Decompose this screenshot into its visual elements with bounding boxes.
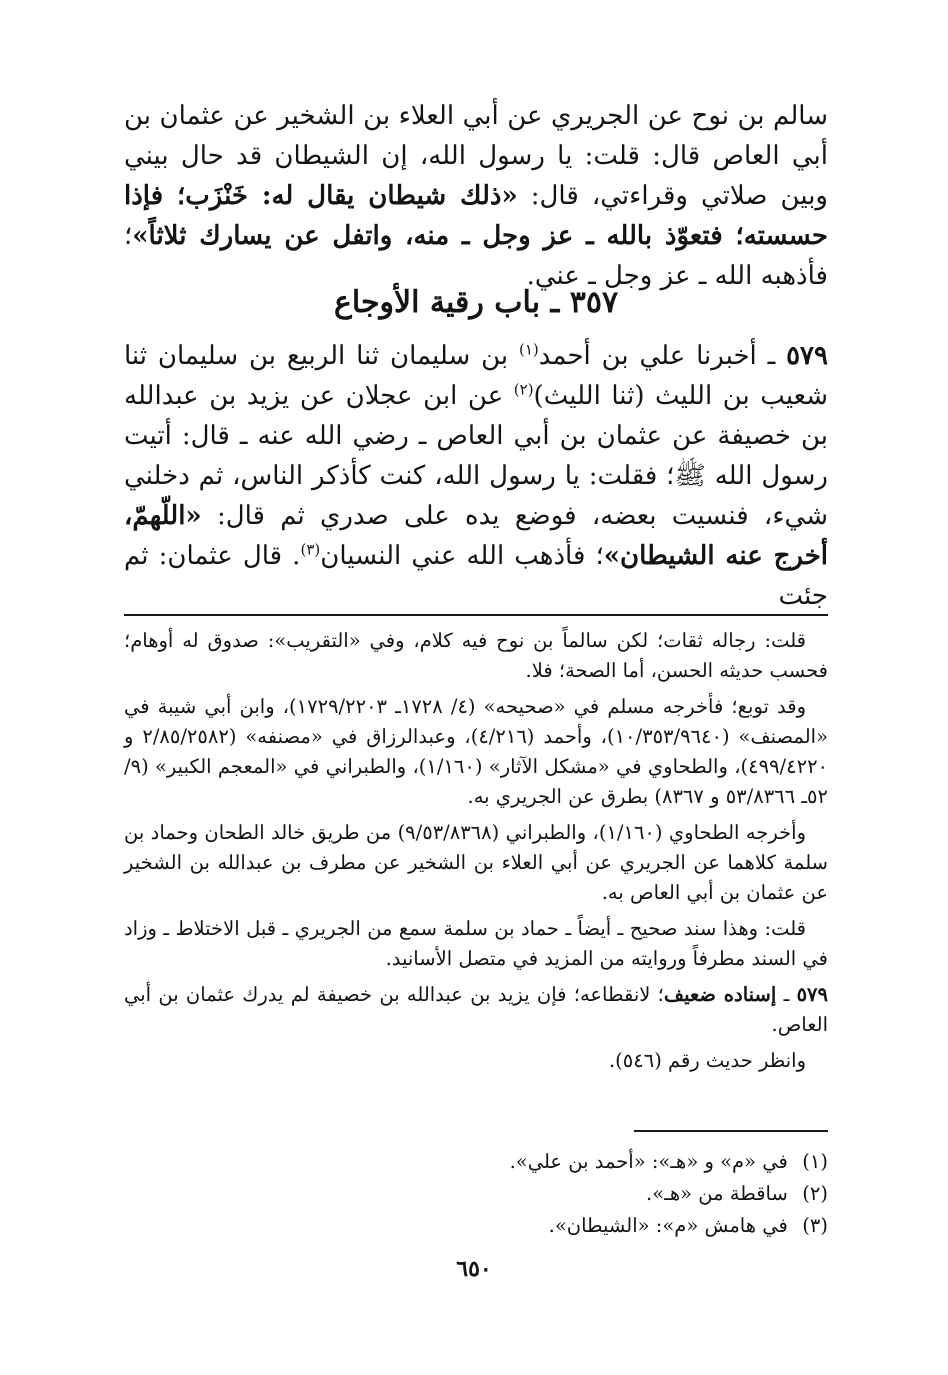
text-segment: عن ابن عجلان عن يزيد بن عبدالله بن خصيفة عن عثمان بن أبي العاص ـ رضي الله عنه ـ قال: أتيت رسول الله ﷺ؛ فقلت: يا رسول الله، كنت كأذكر الناس، ثم دخلني شيء، فنسيت بعضه، فوضع يده على صدري ثم قال: xyxy=(124,381,828,531)
main-paragraph xyxy=(124,96,828,296)
footnote-ref-1: (١) xyxy=(519,340,539,359)
footnote-text: في «م» و «هـ»: «أحمد بن علي». xyxy=(509,1150,788,1173)
note-paragraph: قلت: رجاله ثقات؛ لكن سالماً بن نوح فيه كلام، وفي «التقريب»: صدوق له أوهام؛ فحسب حديثه الحسن، أما الصحة؛ فلا. xyxy=(124,629,828,682)
footnote-item xyxy=(124,1178,828,1210)
hadith-number: ٥٧٩ xyxy=(786,341,828,371)
text-segment: بن سليمان ثنا الربيع بن سليمان ثنا شعيب بن الليث (ثنا الليث) xyxy=(124,341,828,411)
text-segment: ؛ فأذهبه الله ـ عز وجل ـ عني. xyxy=(124,221,828,291)
text-segment: ؛ فأذهب الله عني النسيان xyxy=(320,541,604,571)
text-segment: ؛ لانقطاعه؛ فإن يزيد بن عبدالله بن خصيفة لم يدرك عثمان بن أبي العاص. xyxy=(124,983,828,1036)
hadith-quote: «ذلك شيطان يقال له: خَنْزَب؛ فإذا حسسته؛ فتعوّذ بالله ـ عز وجل ـ منه، واتفل عن يسارك ثلاثاً» xyxy=(124,181,828,251)
text-segment: ـ أخبرنا علي بن أحمد xyxy=(538,341,787,371)
footnotes xyxy=(124,1146,828,1242)
footnote-number: (٢) xyxy=(802,1182,828,1205)
footnote-ref-2: (٢) xyxy=(513,380,534,399)
text-segment: ـ xyxy=(776,983,797,1006)
text-segment: . قال عثمان: ثم جئت xyxy=(124,541,828,611)
footnote-text: ساقطة من «هـ». xyxy=(646,1182,788,1205)
hadith-quote: «اللّهمّ، أخرج عنه الشيطان» xyxy=(124,501,829,571)
main-paragraph xyxy=(124,336,828,616)
note-paragraph: قلت: وهذا سند صحيح ـ أيضاً ـ حماد بن سلمة سمع من الجريري ـ قبل الاختلاط ـ وزاد في السند مطرفاً وروايته من المزيد في متصل الأسانيد. xyxy=(124,917,828,970)
grading-label: إسناده ضعيف xyxy=(663,983,777,1006)
page-number: ٦٥٠ xyxy=(456,1256,492,1282)
note-paragraph xyxy=(124,980,828,1040)
footnote-text: في هامش «م»: «الشيطان». xyxy=(548,1214,788,1237)
footnote-divider xyxy=(634,1130,828,1132)
footnote-item xyxy=(124,1210,828,1242)
note-paragraph: وقد توبع؛ فأخرجه مسلم في «صحيحه» (٤/ ١٧٢٨ـ ١٧٢٩/٢٢٠٣)، وابن أبي شيبة في «المصنف» (١٠/٣٥٣/٩٦٤٠)، وأحمد (٤/٢١٦)، وعبدالرزاق في «مصنفه» (٢/٨٥/٢٥٨٢ و ٤٩٩/٤٢٢٠)، والطحاوي في «مشكل الآثار» (١/١٦٠)، والطبراني في «المعجم الكبير» (٩/ ٥٢ـ ٥٣/٨٣٦٦ و ٨٣٦٧) بطرق عن الجريري به. xyxy=(124,695,829,808)
text-segment: سالم بن نوح عن الجريري عن أبي العلاء بن الشخير عن عثمان بن أبي العاص قال: قلت: يا رسول الله، إن الشيطان قد حال بيني وبين صلاتي وقراءتي، قال: xyxy=(124,101,828,211)
note-paragraph: وانظر حديث رقم (٥٤٦). xyxy=(608,1049,806,1072)
footnote-number: (١) xyxy=(802,1150,828,1173)
hadith-579 xyxy=(124,336,828,616)
note-hadith-number: ٥٧٩ xyxy=(796,983,828,1006)
main-text-continuation xyxy=(124,96,828,296)
footnote-item xyxy=(124,1146,828,1178)
commentary-notes xyxy=(124,626,828,1082)
divider-line xyxy=(124,614,828,616)
note-paragraph: وأخرجه الطحاوي (١/١٦٠)، والطبراني (٩/٥٣/٨٣٦٨) من طريق خالد الطحان وحماد بن سلمة كلاهما عن الجريري عن أبي العلاء بن الشخير عن مطرف بن عبدالله بن الشخير عن عثمان بن أبي العاص به. xyxy=(124,821,828,904)
footnote-number: (٣) xyxy=(802,1214,828,1237)
footnote-ref-3: (٣) xyxy=(300,540,321,559)
chapter-heading: ٣٥٧ ـ باب رقية الأوجاع xyxy=(333,285,619,320)
